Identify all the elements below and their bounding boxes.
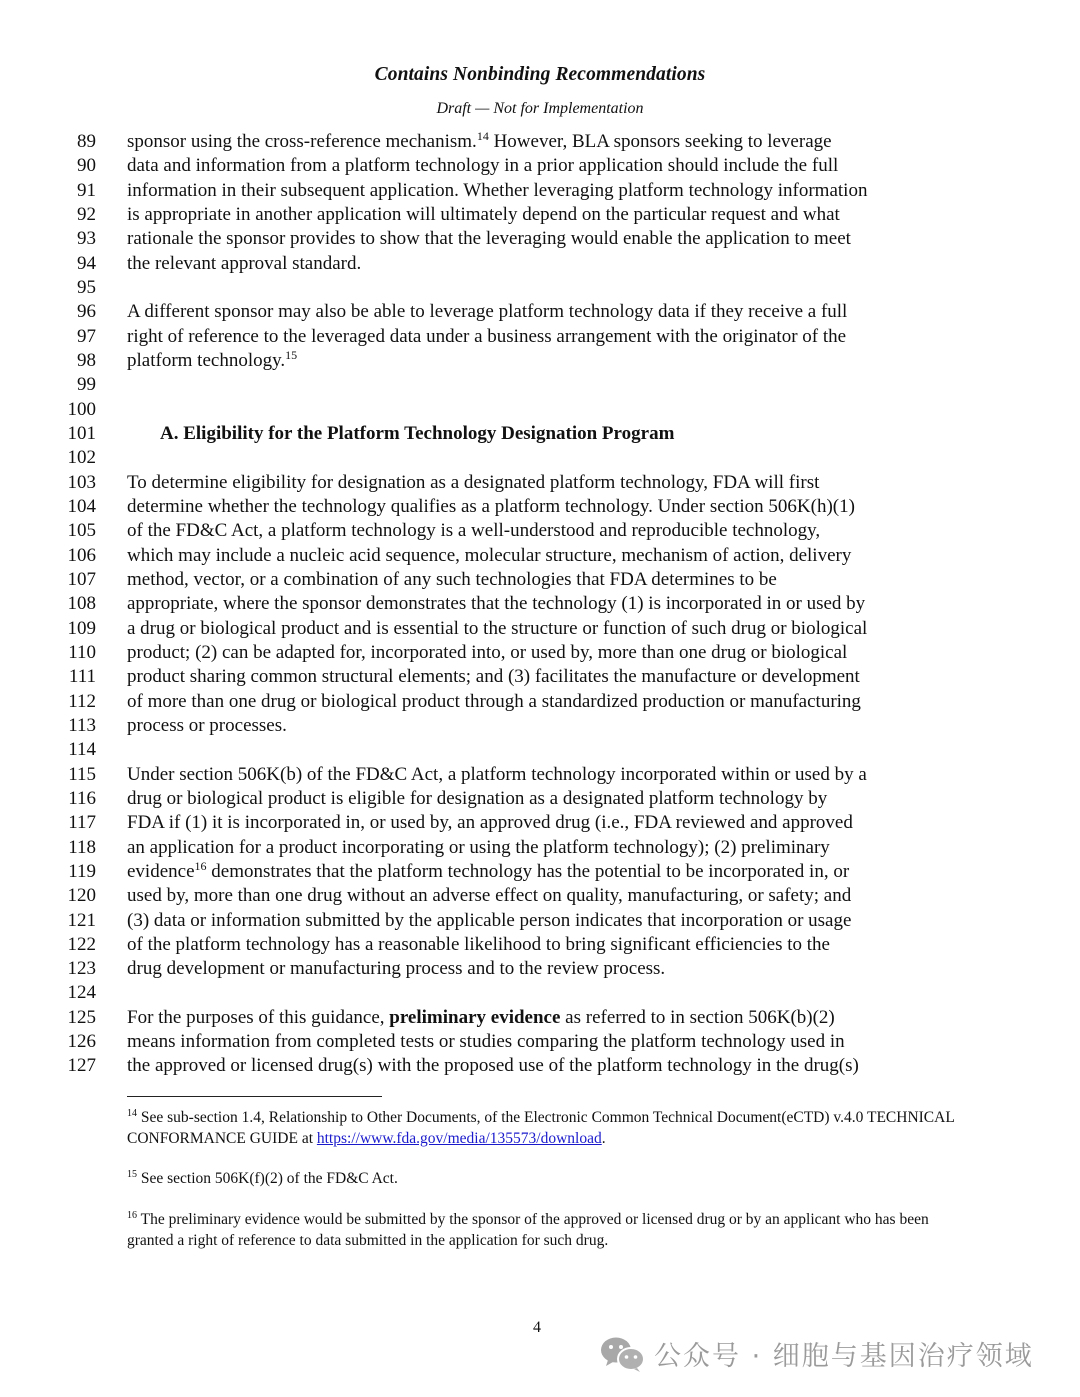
document-line (0, 544, 1080, 568)
line-number: 111 (68, 666, 96, 688)
defined-term: preliminary evidence (389, 1006, 561, 1028)
line-text-rest: as referred to in section 506K(b)(2) (560, 1006, 835, 1028)
document-line (0, 641, 1080, 665)
line-number: 124 (67, 982, 96, 1004)
line-text (127, 617, 867, 641)
footnote-marker: 16 (127, 1210, 137, 1221)
line-number: 106 (67, 544, 96, 566)
line-text-main: drug development or manufacturing process and to the review process. (127, 958, 666, 980)
document-line (0, 957, 1080, 981)
document-line (0, 811, 1080, 835)
footnote-reference[interactable]: 15 (285, 347, 298, 362)
line-text-main: method, vector, or a combination of any such technologies that FDA determines to be (127, 568, 777, 590)
document-line (0, 714, 1080, 738)
line-text-rest: demonstrates that the platform technology has the potential to be incorporated in, or (206, 860, 850, 882)
document-line (0, 592, 1080, 616)
line-number: 100 (67, 398, 96, 420)
document-line (0, 763, 1080, 787)
line-text-main: information in their subsequent application. Whether leveraging platform technology information (127, 179, 868, 201)
document-line (0, 227, 1080, 251)
document-line (0, 179, 1080, 203)
line-text-main: To determine eligibility for designation as a designated platform technology, FDA will first (127, 471, 820, 493)
line-number: 108 (67, 593, 96, 615)
document-line (0, 471, 1080, 495)
page-number: 4 (533, 1319, 541, 1336)
line-number: 92 (77, 203, 96, 225)
line-number: 115 (68, 763, 96, 785)
line-text-main: an application for a product incorporating or using the platform technology); (2) preliminary (127, 836, 830, 858)
line-number: 93 (77, 228, 96, 250)
line-text-main: rationale the sponsor provides to show that the leveraging would enable the application to meet (127, 228, 851, 250)
document-line (0, 276, 1080, 300)
line-number: 103 (67, 471, 96, 493)
line-text (127, 544, 851, 568)
line-number: 94 (77, 252, 96, 274)
line-text-main: appropriate, where the sponsor demonstrates that the technology (1) is incorporated in or used by (127, 593, 866, 615)
document-line (0, 933, 1080, 957)
line-text (127, 836, 830, 860)
line-text-main: means information from completed tests or studies comparing the platform technology used in (127, 1031, 845, 1053)
line-number: 110 (68, 641, 96, 663)
line-text-main: of the FD&C Act, a platform technology is a well-understood and reproducible technology, (127, 520, 821, 542)
line-text-main: determine whether the technology qualifies as a platform technology. Under section 506K(h)(1) (127, 495, 855, 517)
document-line (0, 738, 1080, 762)
footnote-separator (127, 1096, 382, 1097)
line-number: 126 (67, 1031, 96, 1053)
footnote-link[interactable]: https://www.fda.gov/media/135573/download (316, 1130, 602, 1147)
line-number: 114 (68, 739, 96, 761)
document-line (0, 787, 1080, 811)
line-text-main: the approved or licensed drug(s) with the proposed use of the platform technology in the drug(s) (127, 1055, 859, 1077)
line-number: 96 (77, 301, 96, 323)
line-number: 117 (68, 812, 96, 834)
document-line (0, 690, 1080, 714)
line-text-main: data and information from a platform technology in a prior application should include the full (127, 155, 839, 177)
line-text-main: (3) data or information submitted by the applicable person indicates that incorporation or usage (127, 909, 852, 931)
line-text-main: of more than one drug or biological product through a standardized production or manufacturing (127, 690, 861, 712)
line-text (127, 495, 855, 519)
line-text (127, 884, 851, 908)
line-text (127, 471, 819, 495)
line-number: 102 (67, 447, 96, 469)
document-line (0, 446, 1080, 470)
document-line (0, 203, 1080, 227)
document-line (0, 1054, 1080, 1078)
line-text (127, 300, 847, 324)
document-line (0, 617, 1080, 641)
line-text-main: drug or biological product is eligible for designation as a designated platform technology by (127, 787, 828, 809)
numbered-body-text (0, 130, 1080, 1079)
line-text (127, 154, 838, 178)
line-text (127, 714, 287, 738)
line-text-main: used by, more than one drug without an adverse effect on quality, manufacturing, or safety; and (127, 885, 852, 907)
document-line (0, 836, 1080, 860)
line-text (127, 763, 867, 787)
footnote-text: See sub-section 1.4, Relationship to Other Documents, of the Electronic Common Technical Document(eCTD) v.4.0 TECHNICAL CONFORMANCE GUIDE at (127, 1109, 955, 1147)
document-line (0, 373, 1080, 397)
line-number: 112 (68, 690, 96, 712)
line-text (127, 909, 851, 933)
line-text (127, 860, 849, 884)
line-text-main: right of reference to the leveraged data under a business arrangement with the originator of the (127, 325, 847, 347)
line-text-main: which may include a nucleic acid sequence, molecular structure, mechanism of action, delivery (127, 544, 852, 566)
footnote-16 (127, 1209, 957, 1251)
line-number: 121 (67, 909, 96, 931)
document-line (0, 349, 1080, 373)
line-text (127, 203, 840, 227)
line-number: 99 (77, 374, 96, 396)
document-line (0, 519, 1080, 543)
line-text-main: a drug or biological product and is essential to the structure or function of such drug or biological (127, 617, 868, 639)
footnote-15 (127, 1168, 957, 1189)
line-text (127, 130, 832, 154)
line-text-main: sponsor using the cross-reference mechanism. (127, 131, 477, 152)
line-number: 107 (67, 568, 96, 590)
line-text (127, 592, 865, 616)
line-text-main: A different sponsor may also be able to leverage platform technology data if they receive a full (127, 301, 848, 323)
line-number: 122 (67, 933, 96, 955)
line-text-main: of the platform technology has a reasonable likelihood to bring significant efficiencies to the (127, 933, 830, 955)
line-text-main: FDA if (1) it is incorporated in, or used by, an approved drug (i.e., FDA reviewed and approved (127, 812, 853, 834)
line-number: 109 (67, 617, 96, 639)
footnote-text: See section 506K(f)(2) of the FD&C Act. (137, 1170, 398, 1187)
document-line (0, 884, 1080, 908)
line-text-main: A. Eligibility for the Platform Technology Designation Program (160, 422, 675, 444)
footnote-reference[interactable]: 14 (476, 129, 489, 143)
line-text-main: Under section 506K(b) of the FD&C Act, a platform technology incorporated within or used by a (127, 763, 867, 785)
line-number: 125 (67, 1006, 96, 1028)
line-text (127, 227, 851, 251)
line-text (127, 325, 846, 349)
line-number: 118 (68, 836, 96, 858)
document-line (0, 252, 1080, 276)
document-line (0, 909, 1080, 933)
watermark (600, 1334, 1034, 1373)
line-text-main: is appropriate in another application will ultimately depend on the particular request and what (127, 203, 840, 225)
footnote-text-end: . (601, 1130, 606, 1147)
line-number: 95 (77, 276, 96, 298)
line-number: 101 (67, 422, 96, 444)
line-text-main: For the purposes of this guidance, (127, 1006, 390, 1028)
line-text (127, 811, 853, 835)
line-number: 127 (67, 1055, 96, 1077)
line-text (127, 179, 867, 203)
line-text-main: process or processes. (127, 714, 287, 736)
line-number: 89 (77, 131, 96, 152)
document-line (0, 981, 1080, 1005)
wechat-icon (600, 1335, 646, 1373)
line-text-main: the relevant approval standard. (127, 252, 362, 274)
document-header-title: Contains Nonbinding Recommendations (374, 64, 706, 85)
footnote-marker: 14 (127, 1108, 137, 1119)
footnote-text: The preliminary evidence would be submitted by the sponsor of the approved or licensed drug or by an applicant who has been granted a right of reference to data submitted in the application for such drug. (127, 1211, 929, 1249)
line-text (127, 665, 860, 689)
line-text-rest: However, BLA sponsors seeking to leverage (488, 131, 832, 152)
line-number: 123 (67, 958, 96, 980)
document-line (0, 495, 1080, 519)
document-line (0, 568, 1080, 592)
line-number: 116 (68, 787, 96, 809)
footnote-marker: 15 (127, 1169, 137, 1180)
footnote-14 (127, 1107, 957, 1149)
line-text (127, 933, 830, 957)
line-text-main: product sharing common structural elements; and (3) facilitates the manufacture or development (127, 666, 860, 688)
line-text (127, 787, 827, 811)
line-number: 113 (68, 714, 96, 736)
section-heading (160, 422, 674, 446)
line-text (127, 519, 820, 543)
line-text (127, 1030, 845, 1054)
line-text (127, 641, 847, 665)
document-header-subtitle: Draft — Not for Implementation (436, 100, 644, 117)
line-text-main: platform technology. (127, 349, 286, 371)
line-text (127, 1006, 835, 1030)
line-number: 105 (67, 520, 96, 542)
line-number: 120 (67, 885, 96, 907)
document-line (0, 1006, 1080, 1030)
line-number: 98 (77, 349, 96, 371)
line-text-main: evidence (127, 860, 195, 882)
line-text (127, 1054, 859, 1078)
document-line (0, 422, 1080, 446)
line-number: 104 (67, 495, 96, 517)
document-line (0, 398, 1080, 422)
line-number: 91 (77, 179, 96, 201)
line-number: 97 (77, 325, 96, 347)
line-text (127, 252, 361, 276)
line-text (127, 568, 777, 592)
document-line (0, 860, 1080, 884)
line-text (127, 957, 665, 981)
document-line (0, 1030, 1080, 1054)
line-text (127, 690, 861, 714)
line-number: 90 (77, 155, 96, 177)
document-line (0, 154, 1080, 178)
document-line (0, 300, 1080, 324)
line-text (127, 349, 297, 373)
line-number: 119 (68, 860, 96, 882)
document-line (0, 325, 1080, 349)
watermark-text: 公众号 · 细胞与基因治疗领域 (654, 1341, 1034, 1372)
footnote-reference[interactable]: 16 (194, 858, 207, 873)
document-line (0, 130, 1080, 154)
line-text-main: product; (2) can be adapted for, incorporated into, or used by, more than one drug or biological (127, 641, 848, 663)
document-line (0, 665, 1080, 689)
